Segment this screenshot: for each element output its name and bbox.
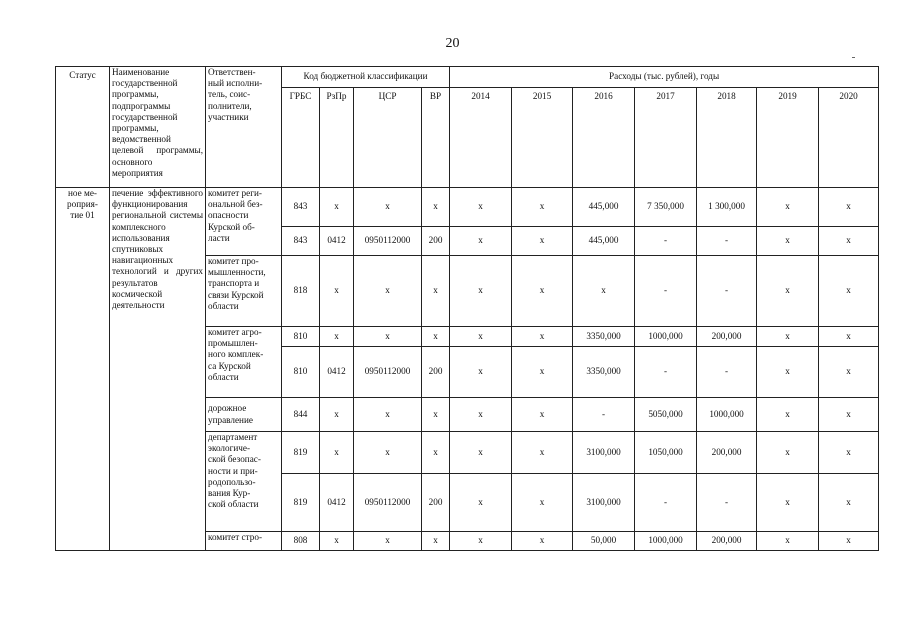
cell-2018: - <box>697 474 757 532</box>
cell-2014: x <box>450 327 512 347</box>
cell-rzpr: 0412 <box>320 474 354 532</box>
cell-2014: x <box>450 347 512 398</box>
cell-vr: 200 <box>422 347 450 398</box>
header-year: 2016 <box>573 88 635 188</box>
cell-2014: x <box>450 188 512 227</box>
cell-grbs: 810 <box>282 327 320 347</box>
cell-csr: x <box>354 432 422 474</box>
cell-vr: x <box>422 188 450 227</box>
agency-cell: комитет реги- ональной без- опасности Курской об- ласти <box>206 188 282 256</box>
header-row-1 <box>56 67 879 88</box>
cell-2016: 50,000 <box>573 532 635 551</box>
cell-2017: - <box>635 347 697 398</box>
cell-2019: x <box>757 188 819 227</box>
cell-2020: x <box>819 327 879 347</box>
cell-grbs: 818 <box>282 256 320 327</box>
cell-2015: x <box>512 227 573 256</box>
cell-2016: 3350,000 <box>573 347 635 398</box>
header-year: 2018 <box>697 88 757 188</box>
cell-2015: x <box>512 532 573 551</box>
cell-grbs: 808 <box>282 532 320 551</box>
header-rzpr: РзПр <box>320 88 354 188</box>
cell-2017: 1000,000 <box>635 532 697 551</box>
cell-2015: x <box>512 347 573 398</box>
cell-2014: x <box>450 474 512 532</box>
cell-rzpr: x <box>320 327 354 347</box>
cell-2014: x <box>450 532 512 551</box>
cell-2016: 445,000 <box>573 188 635 227</box>
cell-grbs: 819 <box>282 432 320 474</box>
table-row <box>56 188 879 227</box>
cell-2019: x <box>757 327 819 347</box>
cell-vr: 200 <box>422 474 450 532</box>
header-vr: ВР <box>422 88 450 188</box>
cell-grbs: 819 <box>282 474 320 532</box>
cell-2016: 3100,000 <box>573 474 635 532</box>
cell-vr: x <box>422 432 450 474</box>
cell-2016: 3350,000 <box>573 327 635 347</box>
row-status: ное ме- роприя- тие 01 <box>56 188 110 551</box>
cell-grbs: 843 <box>282 188 320 227</box>
cell-2016: x <box>573 256 635 327</box>
cell-2015: x <box>512 474 573 532</box>
header-grbs: ГРБС <box>282 88 320 188</box>
cell-2019: x <box>757 532 819 551</box>
cell-2016: 3100,000 <box>573 432 635 474</box>
header-code-group: Код бюджетной классификации <box>282 67 450 88</box>
cell-grbs: 844 <box>282 398 320 432</box>
cell-2018: - <box>697 256 757 327</box>
cell-2019: x <box>757 398 819 432</box>
header-year: 2019 <box>757 88 819 188</box>
header-year: 2014 <box>450 88 512 188</box>
cell-2014: x <box>450 256 512 327</box>
cell-rzpr: 0412 <box>320 227 354 256</box>
cell-2016: - <box>573 398 635 432</box>
cell-rzpr: x <box>320 398 354 432</box>
cell-2018: 1 300,000 <box>697 188 757 227</box>
cell-2015: x <box>512 398 573 432</box>
cell-2017: 7 350,000 <box>635 188 697 227</box>
header-year: 2017 <box>635 88 697 188</box>
cell-2018: 200,000 <box>697 532 757 551</box>
cell-2020: x <box>819 227 879 256</box>
page-number: 20 <box>445 36 460 51</box>
agency-cell: комитет про- мышленности, транспорта и связи Курской области <box>206 256 282 327</box>
cell-rzpr: x <box>320 532 354 551</box>
cell-grbs: 810 <box>282 347 320 398</box>
cell-2020: x <box>819 474 879 532</box>
cell-vr: x <box>422 532 450 551</box>
agency-cell: департамент экологиче- ской безопас- ности и при- родопользо- вания Кур- ской области <box>206 432 282 532</box>
cell-vr: x <box>422 256 450 327</box>
cell-grbs: 843 <box>282 227 320 256</box>
cell-2019: x <box>757 347 819 398</box>
cell-2014: x <box>450 227 512 256</box>
header-status: Статус <box>56 67 110 188</box>
cell-2014: x <box>450 432 512 474</box>
cell-rzpr: 0412 <box>320 347 354 398</box>
cell-csr: x <box>354 188 422 227</box>
row-name: печение эффективного функционирования региональной системы комплексного использования спутниковых навигационных технологий и других результатов космической деятельности <box>110 188 206 551</box>
cell-2017: - <box>635 474 697 532</box>
cell-rzpr: x <box>320 432 354 474</box>
cell-2017: 1000,000 <box>635 327 697 347</box>
cell-2018: - <box>697 347 757 398</box>
cell-2015: x <box>512 256 573 327</box>
cell-2020: x <box>819 347 879 398</box>
cell-vr: x <box>422 327 450 347</box>
cell-2018: 200,000 <box>697 327 757 347</box>
header-csr: ЦСР <box>354 88 422 188</box>
cell-2019: x <box>757 256 819 327</box>
header-responsible: Ответствен- ный исполни- тель, соис- полнители, участники <box>206 67 282 188</box>
cell-2018: 1000,000 <box>697 398 757 432</box>
cell-csr: x <box>354 532 422 551</box>
cell-2018: 200,000 <box>697 432 757 474</box>
cell-vr: x <box>422 398 450 432</box>
header-name: Наименование государственной программы, подпрограммы государственной программы, ведомственной целевой программы, основного мероприятия <box>110 67 206 188</box>
cell-csr: x <box>354 256 422 327</box>
cell-csr: x <box>354 327 422 347</box>
cell-rzpr: x <box>320 188 354 227</box>
cell-2020: x <box>819 256 879 327</box>
cell-2019: x <box>757 474 819 532</box>
budget-table <box>55 66 879 551</box>
cell-csr: 0950112000 <box>354 227 422 256</box>
cell-2017: - <box>635 227 697 256</box>
cell-2014: x <box>450 398 512 432</box>
cell-2015: x <box>512 327 573 347</box>
header-expenses-group: Расходы (тыс. рублей), годы <box>450 67 879 88</box>
cell-2016: 445,000 <box>573 227 635 256</box>
cell-2017: - <box>635 256 697 327</box>
cell-2017: 1050,000 <box>635 432 697 474</box>
cell-2015: x <box>512 188 573 227</box>
header-year: 2020 <box>819 88 879 188</box>
cell-2020: x <box>819 188 879 227</box>
cell-rzpr: x <box>320 256 354 327</box>
agency-cell: комитет агро- промышлен- ного комплек- са Курской области <box>206 327 282 398</box>
cell-2020: x <box>819 398 879 432</box>
cell-2020: x <box>819 432 879 474</box>
scan-speck <box>852 57 855 58</box>
cell-csr: x <box>354 398 422 432</box>
cell-csr: 0950112000 <box>354 474 422 532</box>
cell-2017: 5050,000 <box>635 398 697 432</box>
agency-cell: комитет стро- <box>206 532 282 551</box>
cell-vr: 200 <box>422 227 450 256</box>
cell-2020: x <box>819 532 879 551</box>
header-year: 2015 <box>512 88 573 188</box>
agency-cell: дорожное управление <box>206 398 282 432</box>
cell-2019: x <box>757 227 819 256</box>
cell-2019: x <box>757 432 819 474</box>
cell-2015: x <box>512 432 573 474</box>
cell-2018: - <box>697 227 757 256</box>
cell-csr: 0950112000 <box>354 347 422 398</box>
